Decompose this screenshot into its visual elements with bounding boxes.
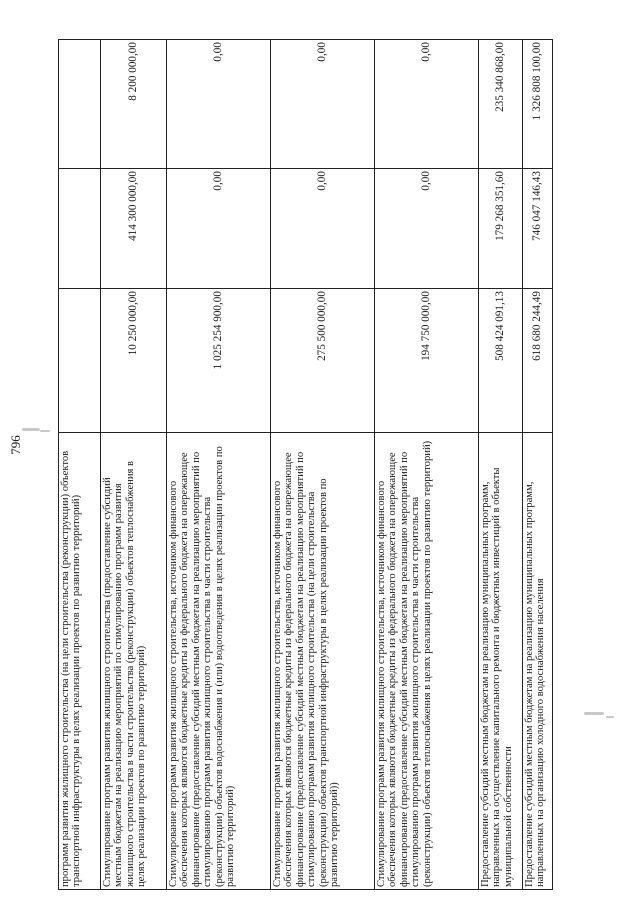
- amount-col2: [59, 169, 101, 289]
- amount-col1: 10 250 000,00: [101, 289, 167, 433]
- amount-col1: [59, 289, 101, 433]
- row-description: Стимулирование программ развития жилищного строительства, источником финансового обеспечения которых являются бюджетные кредиты из федерального бюджета на опережающее финансирование (предоставление субсидий местным бюджетам на реализацию мероприятий по стимулированию программ развития жилищного строительства в части строительства (реконструкции) объектов водоснабжения и (или) водоотведения в целях реализации проектов по развитию территорий): [167, 433, 271, 890]
- amount-col3: 0,00: [167, 40, 271, 169]
- amount-col1: 618 680 244,49: [523, 289, 553, 433]
- amount-col3: 1 326 808 100,00: [523, 40, 553, 169]
- amount-col3: 235 340 868,00: [479, 40, 523, 169]
- row-description: Стимулирование программ развития жилищного строительства (предоставление субсидий местным бюджетам на реализацию мероприятий по стимулированию программ развития жилищного строительства в части строительства (реконструкции) объектов теплоснабжения в целях реализации проектов по развитию территорий): [101, 433, 167, 890]
- amount-col1: 1 025 254 900,00: [167, 289, 271, 433]
- amount-col3: 0,00: [271, 40, 375, 169]
- amount-col2: 0,00: [271, 169, 375, 289]
- amount-col2: 179 268 351,60: [479, 169, 523, 289]
- row-description: Предоставление субсидий местным бюджетам на реализацию муниципальных программ, направленных на организацию холодного водоснабжения населения: [523, 433, 553, 890]
- scan-speck: [584, 712, 604, 715]
- amount-col3: 8 200 000,00: [101, 40, 167, 169]
- budget-table: [58, 39, 553, 890]
- amount-col1: 275 500 000,00: [271, 289, 375, 433]
- amount-col2: 414 300 000,00: [101, 169, 167, 289]
- table-row: [167, 40, 271, 890]
- table-row: [375, 40, 479, 890]
- amount-col1: 194 750 000,00: [375, 289, 479, 433]
- table-row: [523, 40, 553, 890]
- row-description: Предоставление субсидий местным бюджетам на реализацию муниципальных программ, направленных на осуществление капитального ремонта и бюджетных инвестиций в объекты муниципальной собственности: [479, 433, 523, 890]
- scan-speck: [22, 428, 40, 431]
- table-row: [101, 40, 167, 890]
- amount-col2: 0,00: [167, 169, 271, 289]
- page-number: 796: [8, 435, 23, 455]
- row-description: Стимулирование программ развития жилищного строительства, источником финансового обеспечения которых являются бюджетные кредиты из федерального бюджета на опережающее финансирование (предоставление субсидий местным бюджетам на реализацию мероприятий по стимулированию программ развития жилищного строительства в части строительства (реконструкции) объектов теплоснабжения в целях реализации проектов по развитию территорий): [375, 433, 479, 890]
- row-description: программ развития жилищного строительства (на цели строительства (реконструкции) объектов транспортной инфраструктуры в целях реализации проектов по развитию территорий): [59, 433, 101, 890]
- amount-col1: 508 424 091,13: [479, 289, 523, 433]
- table-row: [59, 40, 101, 890]
- amount-col2: 0,00: [375, 169, 479, 289]
- scan-speck: [606, 716, 614, 718]
- amount-col2: 746 047 146,43: [523, 169, 553, 289]
- table-row: [479, 40, 523, 890]
- row-description: Стимулирование программ развития жилищного строительства, источником финансового обеспечения которых являются бюджетные кредиты из федерального бюджета на опережающее финансирование (предоставление субсидий местным бюджетам на реализацию мероприятий по стимулированию программ развития жилищного строительства (на цели строительства (реконструкции) объектов транспортной инфраструктуры в целях реализации проектов по развитию территорий)): [271, 433, 375, 890]
- amount-col3: [59, 40, 101, 169]
- table-row: [271, 40, 375, 890]
- scan-speck: [40, 430, 50, 432]
- amount-col3: 0,00: [375, 40, 479, 169]
